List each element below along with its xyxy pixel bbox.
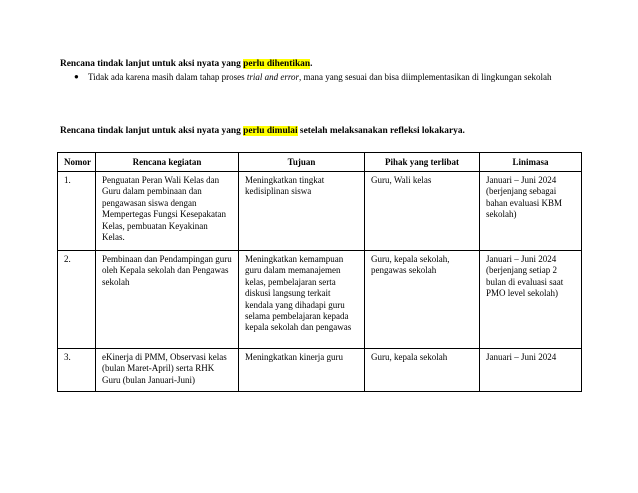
highlighted-phrase: perlu dimulai: [243, 126, 298, 136]
cell-nomor: 3.: [58, 349, 96, 392]
highlighted-phrase: perlu dihentikan: [243, 59, 311, 69]
cell-rencana: Pembinaan dan Pendampingan guru oleh Kepala sekolah dan Pengawas sekolah: [96, 251, 239, 349]
cell-pihak: Guru, kepala sekolah, pengawas sekolah: [365, 251, 480, 349]
bullet-text-part: , mana yang sesuai dan bisa diimplementasikan di lingkungan sekolah: [299, 72, 552, 82]
cell-linimasa: Januari – Juni 2024 (berjenjang setiap 2 bulan di evaluasi saat PMO level sekolah): [480, 251, 582, 349]
header-linimasa: Linimasa: [480, 153, 582, 172]
header-nomor: Nomor: [58, 153, 96, 172]
cell-nomor: 2.: [58, 251, 96, 349]
cell-tujuan: Meningkatkan tingkat kedisiplinan siswa: [239, 172, 365, 251]
header-pihak-terlibat: Pihak yang terlibat: [365, 153, 480, 172]
cell-tujuan: Meningkatkan kinerja guru: [239, 349, 365, 392]
header-tujuan: Tujuan: [239, 153, 365, 172]
bullet-text-italic: trial and error: [246, 72, 300, 82]
bullet-text: [88, 71, 568, 83]
cell-linimasa: Januari – Juni 2024: [480, 349, 582, 392]
header-rencana-kegiatan: Rencana kegiatan: [96, 153, 239, 172]
bullet-icon: ●: [74, 72, 79, 81]
cell-tujuan: Meningkatkan kemampuan guru dalam memanajemen kelas, pembelajaran serta diskusi langsung terkait kendala yang dihadapi guru selama pembelajaran kepada kepala sekolah dan pengawas: [239, 251, 365, 349]
section-heading-stop: [60, 59, 312, 69]
cell-linimasa: Januari – Juni 2024 (berjenjang sebagai bahan evaluasi KBM sekolah): [480, 172, 582, 251]
heading-text-end: setelah melaksanakan refleksi lokakarya.: [297, 126, 465, 136]
heading-text: Rencana tindak lanjut untuk aksi nyata yang: [60, 126, 244, 136]
heading-text: Rencana tindak lanjut untuk aksi nyata yang: [60, 59, 244, 69]
table-row: [58, 172, 582, 251]
section-heading-start: [60, 126, 465, 136]
cell-pihak: Guru, kepala sekolah: [365, 349, 480, 392]
table-row: [58, 251, 582, 349]
heading-text-end: .: [310, 59, 313, 69]
table-header-row: [58, 153, 582, 172]
action-plan-table: [57, 152, 582, 392]
cell-rencana: Penguatan Peran Wali Kelas dan Guru dalam pembinaan dan pengawasan siswa dengan Mempertegas Fungsi Kesepakatan Kelas, pembuatan Keyakinan Kelas.: [96, 172, 239, 251]
cell-rencana: eKinerja di PMM, Observasi kelas (bulan Maret-April) serta RHK Guru (bulan Januari-Juni): [96, 349, 239, 392]
bullet-text-part: Tidak ada karena masih dalam tahap proses: [88, 72, 247, 82]
cell-pihak: Guru, Wali kelas: [365, 172, 480, 251]
cell-nomor: 1.: [58, 172, 96, 251]
table-row: [58, 349, 582, 392]
